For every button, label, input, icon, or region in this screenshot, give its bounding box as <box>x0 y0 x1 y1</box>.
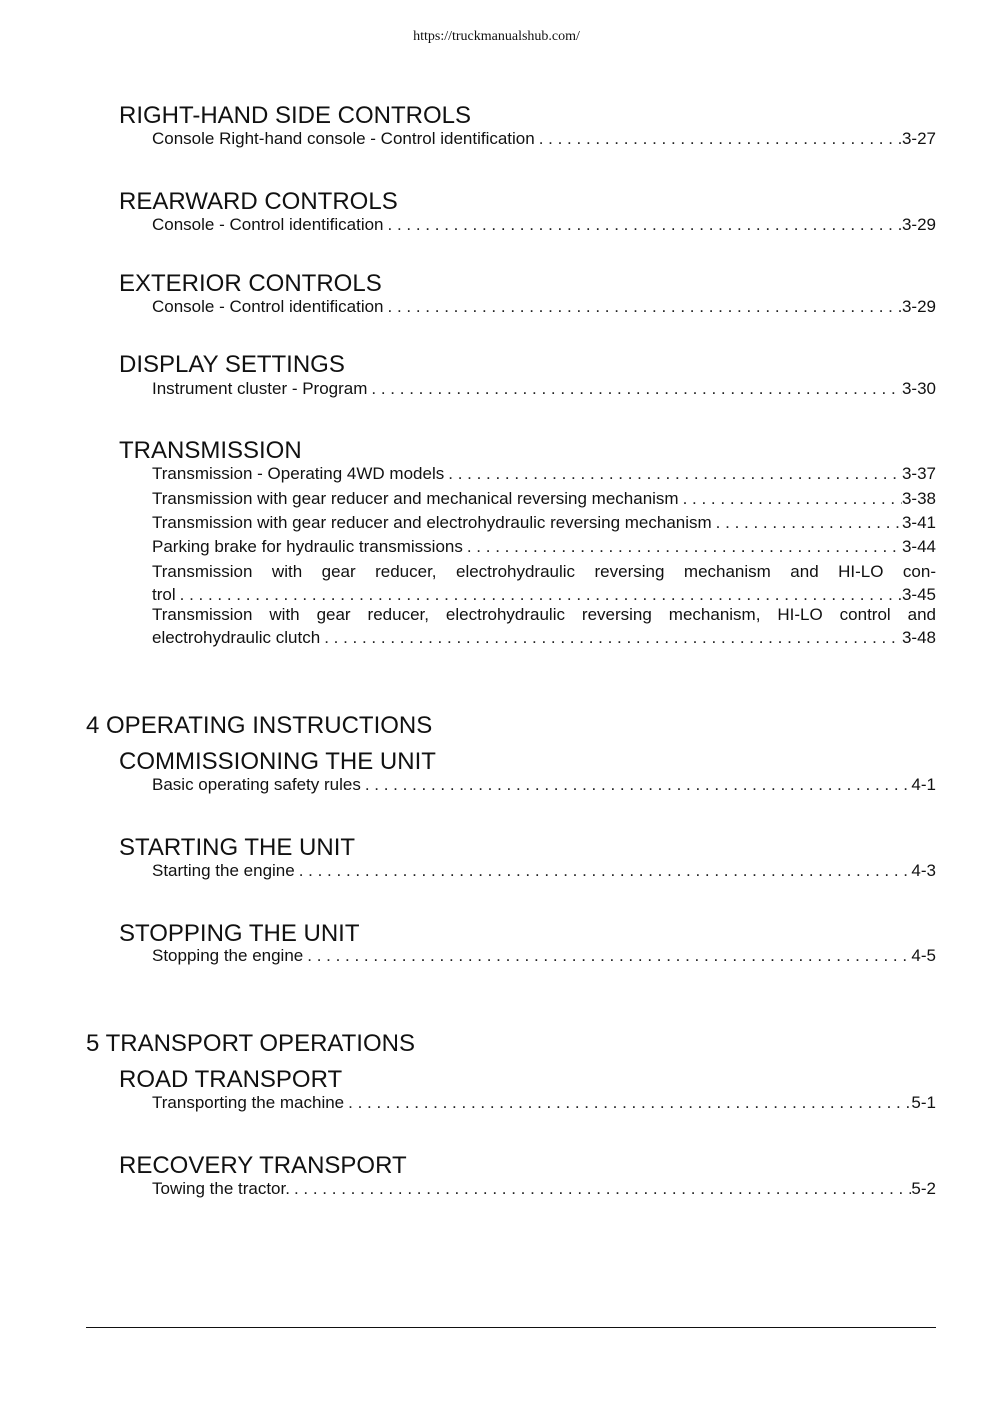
toc-entry-page: 3-30 <box>901 379 936 398</box>
toc-entry[interactable] <box>152 774 936 796</box>
section-heading-starting: STARTING THE UNIT <box>119 834 356 861</box>
dot-leader <box>290 1178 911 1200</box>
toc-entry-title: Parking brake for hydraulic transmissions <box>152 537 463 556</box>
dot-leader <box>320 627 902 649</box>
toc-entry[interactable] <box>152 488 936 510</box>
toc-entry[interactable] <box>152 378 936 400</box>
toc-entry[interactable] <box>152 584 936 606</box>
toc-entry-page: 5-1 <box>911 1093 936 1112</box>
toc-entry-page: 3-38 <box>901 489 936 508</box>
toc-entry[interactable] <box>152 128 936 150</box>
toc-entry[interactable] <box>152 463 936 485</box>
toc-entry[interactable] <box>152 536 936 558</box>
toc-entry-title: Transmission with gear reducer and mechanical reversing mechanism <box>152 489 679 508</box>
toc-entry[interactable] <box>152 945 936 967</box>
dot-leader <box>444 463 902 485</box>
toc-entry-page: 3-27 <box>901 129 936 148</box>
toc-entry-title: Console - Control identification <box>152 215 384 234</box>
toc-entry-title: Transmission with gear reducer and electrohydraulic reversing mechanism <box>152 513 712 532</box>
dot-leader <box>712 512 902 534</box>
chapter-heading-5: 5 TRANSPORT OPERATIONS <box>86 1030 415 1057</box>
dot-leader <box>384 214 902 236</box>
header-url[interactable]: https://truckmanualshub.com/ <box>413 29 580 44</box>
toc-entry-title-line[interactable]: Transmission with gear reducer, electrohydraulic reversing mechanism, HI-LO control and <box>152 605 936 624</box>
toc-entry-title: Stopping the engine <box>152 946 304 965</box>
toc-entry-title: Console - Control identification <box>152 297 384 316</box>
dot-leader <box>679 488 902 510</box>
toc-entry-title-line[interactable]: Transmission with gear reducer, electrohydraulic reversing mechanism and HI-LO con- <box>152 562 936 581</box>
toc-entry-title: electrohydraulic clutch <box>152 628 321 647</box>
section-heading-right-hand-side-controls: RIGHT-HAND SIDE CONTROLS <box>119 102 472 129</box>
toc-entry-page: 5-2 <box>911 1179 936 1198</box>
section-heading-transmission: TRANSMISSION <box>119 437 302 464</box>
toc-entry-title: trol <box>152 585 176 604</box>
dot-leader <box>361 774 912 796</box>
toc-entry[interactable] <box>152 627 936 649</box>
section-heading-recovery-transport: RECOVERY TRANSPORT <box>119 1152 407 1179</box>
section-heading-stopping: STOPPING THE UNIT <box>119 920 360 947</box>
toc-entry-title: Towing the tractor. <box>152 1179 290 1198</box>
toc-entry-page: 3-41 <box>901 513 936 532</box>
toc-entry-title: Instrument cluster - Program <box>152 379 368 398</box>
toc-entry-title: Starting the engine <box>152 861 295 880</box>
toc-entry-page: 3-37 <box>901 464 936 483</box>
section-heading-display-settings: DISPLAY SETTINGS <box>119 351 345 378</box>
dot-leader <box>303 945 911 967</box>
toc-entry[interactable] <box>152 296 936 318</box>
toc-entry[interactable] <box>152 1092 936 1114</box>
section-heading-rearward-controls: REARWARD CONTROLS <box>119 188 398 215</box>
footer-rule <box>86 1327 936 1328</box>
chapter-heading-4: 4 OPERATING INSTRUCTIONS <box>86 712 433 739</box>
dot-leader <box>384 296 902 318</box>
dot-leader <box>176 584 902 606</box>
toc-entry[interactable] <box>152 860 936 882</box>
toc-entry-page: 3-29 <box>901 297 936 316</box>
toc-entry-page: 3-44 <box>901 537 936 556</box>
dot-leader <box>344 1092 911 1114</box>
dot-leader <box>295 860 912 882</box>
toc-entry-page: 3-45 <box>901 585 936 604</box>
toc-entry-title: Console Right-hand console - Control identification <box>152 129 535 148</box>
dot-leader <box>535 128 902 150</box>
toc-entry-page: 4-1 <box>911 775 936 794</box>
dot-leader <box>367 378 902 400</box>
toc-entry[interactable] <box>152 512 936 534</box>
section-heading-road-transport: ROAD TRANSPORT <box>119 1066 343 1093</box>
toc-entry-page: 4-3 <box>911 861 936 880</box>
dot-leader <box>463 536 902 558</box>
section-heading-commissioning: COMMISSIONING THE UNIT <box>119 748 436 775</box>
toc-entry-page: 4-5 <box>911 946 936 965</box>
toc-entry[interactable] <box>152 1178 936 1200</box>
toc-entry[interactable] <box>152 214 936 236</box>
toc-entry-title: Basic operating safety rules <box>152 775 361 794</box>
toc-entry-page: 3-29 <box>901 215 936 234</box>
toc-entry-title: Transmission - Operating 4WD models <box>152 464 445 483</box>
section-heading-exterior-controls: EXTERIOR CONTROLS <box>119 270 382 297</box>
toc-entry-page: 3-48 <box>901 628 936 647</box>
toc-entry-title: Transporting the machine <box>152 1093 345 1112</box>
